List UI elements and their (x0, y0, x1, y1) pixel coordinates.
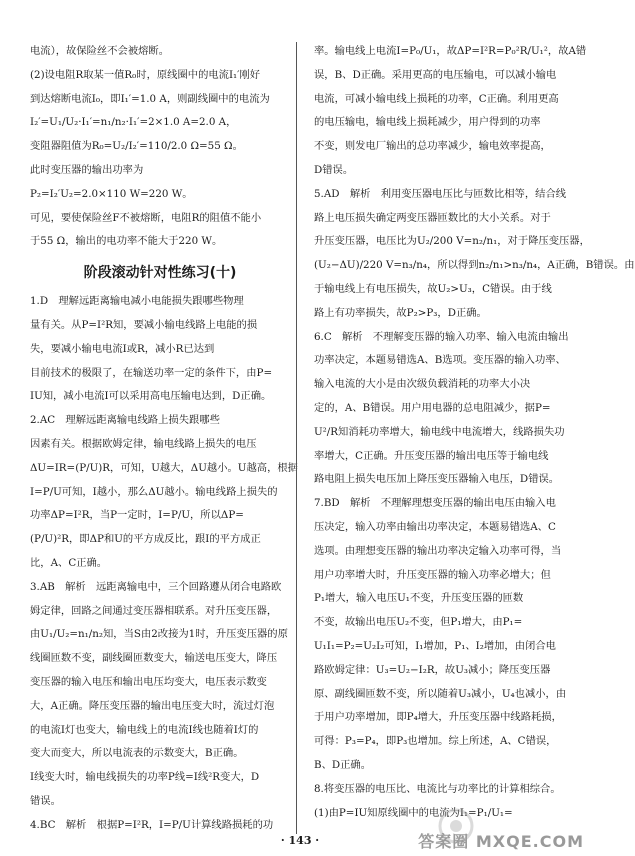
text-line: 此时变压器的输出功率为 (30, 163, 144, 176)
text-line: 定的，A、B错误。用户用电器的总电阻减少，据P= (314, 401, 551, 414)
text-line: 因素有关。根据欧姆定律，输电线路上损失的电压 (30, 437, 257, 450)
text-line: B、D正确。 (314, 758, 372, 771)
text-line: I=P/U可知，I越小，那么ΔU越小。输电线路上损失的 (30, 485, 278, 498)
column-divider (296, 42, 297, 834)
text-line: 于用户功率增加，即P₄增大，升压变压器中线路耗损， (314, 711, 562, 724)
text-line: 路上电压损失确定两变压器匝数比的大小关系。对于 (314, 211, 551, 224)
text-line: 不变，故输出电压U₂不变，但P₁增大，由P₁= (314, 616, 523, 629)
text-line: 可得：P₃=P₄，即P₃也增加。综上所述，A、C错误， (314, 735, 557, 748)
text-line: 7.BD 解析 不理解理想变压器的输出电压由输入电 (314, 497, 556, 510)
text-line: (2)设电阻R取某一值R₀时，原线圈中的电流I₁′刚好 (30, 68, 261, 81)
text-line: 功率决定，本题易错选A、B选项。变压器的输入功率、 (314, 354, 566, 367)
text-line: 3.AB 解析 远距离输电中，三个回路遵从闭合电路欧 (30, 580, 282, 593)
text-line: 路电阻上损失电压加上降压变压器输入电压，D错误。 (314, 473, 560, 486)
text-line: ΔU=IR=(P/U)R，可知，U越大，ΔU越小。U越高，根据 (30, 461, 298, 474)
text-line: D错误。 (314, 163, 354, 176)
right-column (314, 40, 635, 825)
text-line: 姆定律，回路之间通过变压器相联系。对升压变压器， (30, 604, 278, 617)
left-column (30, 40, 298, 838)
text-line: 可见，要使保险丝F不被熔断，电阻R的阻值不能小 (30, 211, 262, 224)
text-line: 用户功率增大时，升压变压器的输入功率必增大；但 (314, 568, 551, 581)
text-line: 比，A、C正确。 (30, 556, 108, 569)
text-line: P₂=I₂′U₂=2.0×110 W=220 W。 (30, 187, 193, 200)
text-line: 电流，可减小输电线上损耗的功率，C正确。利用更高 (314, 92, 559, 105)
text-line: 线圈匝数不变，副线圈匝数变大，输送电压变大，降压 (30, 652, 278, 665)
text-line: (P/U)²R，即ΔP和U的平方成反比，跟I的平方成正 (30, 533, 261, 546)
text-line: 失，要减小输电电流I或R，减小R已达到 (30, 342, 215, 355)
text-line: 量有关。从P=I²R知，要减小输电线路上电能的损 (30, 318, 258, 331)
text-line: P₁增大，输入电压U₁不变，升压变压器的匝数 (314, 592, 524, 605)
text-line: 于输电线上有电压损失，故U₂>U₃，C错误。由于线 (314, 282, 552, 295)
text-line: 误，B、D正确。采用更高的电压输电，可以减小输电 (314, 68, 557, 81)
text-line: 变压器的输入电压和输出电压均变大，电压表示数变 (30, 675, 267, 688)
text-line: 原、副线圈匝数不变，所以随着U₃减小，U₄也减小，由 (314, 687, 567, 700)
text-line: U₁I₁=P₂=U₂I₂可知，I₁增加，P₁、I₂增加，由闭合电 (314, 639, 556, 652)
text-line: 6.C 解析 不理解变压器的输入功率、输入电流由输出 (314, 330, 569, 343)
page-number: · 143 · (280, 834, 320, 847)
text-line: (U₂−ΔU)/220 V=n₃/n₄，所以得到n₂/n₁>n₃/n₄，A正确，B错误。由 (314, 259, 635, 272)
text-line: (1)由P=IU知原线圈中的电流为I₁=P₁/U₁= (314, 806, 513, 819)
text-line: 到达熔断电流I₀，即I₁′=1.0 A，则副线圈中的电流为 (30, 92, 270, 105)
text-line: 4.BC 解析 根据P=I²R，I=P/U计算线路损耗的功 (30, 818, 274, 831)
section-title: 阶段滚动针对性练习(十) (83, 265, 237, 282)
right-answers-block (314, 40, 635, 825)
text-line: 电流），故保险丝不会被熔断。 (30, 45, 170, 57)
text-line: 2.AC 理解远距离输电线路上损失跟哪些 (30, 414, 220, 427)
text-line: I线变大时，输电线损失的功率P线=I线²R变大，D (30, 771, 260, 784)
text-line: I₂′=U₁/U₂·I₁′=n₁/n₂·I₁′=2×1.0 A=2.0 A， (30, 116, 237, 129)
text-line: 大，A正确。降压变压器的输出电压变大时，流过灯泡 (30, 699, 275, 712)
text-line: U²/R知消耗功率增大，输电线中电流增大，线路损失功 (314, 425, 565, 438)
left-answers-block (30, 290, 298, 837)
text-line: 的电压输电，输电线上损耗减少，用户得到的功率 (314, 116, 541, 129)
text-line: 错误。 (30, 794, 61, 807)
text-line: 变阻器阻值为R₀=U₂/I₂′=110/2.0 Ω=55 Ω。 (30, 140, 243, 153)
watermark-text: 答案圈 MXQE.COM (418, 832, 584, 851)
text-line: IU知，减小电流I可以采用高电压输电达到，D正确。 (30, 390, 272, 403)
text-line: 目前技术的极限了，在输送功率一定的条件下，由P= (30, 366, 273, 379)
text-line: 功率ΔP=I²R，当P一定时，I=P/U，所以ΔP= (30, 509, 244, 522)
text-line: 选项。由理想变压器的输出功率决定输入功率可得，当 (314, 544, 562, 557)
text-line: 升压变压器，电压比为U₂/200 V=n₂/n₁，对于降压变压器， (314, 235, 590, 248)
left-intro-block (30, 40, 290, 254)
text-line: 由U₁/U₂=n₁/n₂知，当S由2改接为1时，升压变压器的原 (30, 628, 288, 641)
text-line: 路上有功率损失，故P₂>P₃，D正确。 (314, 306, 487, 319)
text-line: 率增大，C正确。升压变压器的输出电压等于输电线 (314, 449, 549, 462)
text-line: 于55 Ω，输出的电功率不能大于220 W。 (30, 235, 223, 248)
text-line: 5.AD 解析 利用变压器电压比与匝数比相等，结合线 (314, 187, 567, 200)
text-line: 路欧姆定律：U₃=U₂−I₂R，故U₃减小；降压变压器 (314, 663, 551, 676)
text-line: 不变，则发电厂输出的总功率减少，输电效率提高， (314, 140, 551, 153)
text-line: 的电流I灯也变大，输电线上的电流I线也随着I灯的 (30, 723, 259, 736)
text-line: 1.D 理解远距离输电减小电能损失跟哪些物理 (30, 295, 244, 308)
text-line: 压决定，输入功率由输出功率决定，本题易错选A、C (314, 520, 556, 533)
text-line: 输入电流的大小是由次级负载消耗的功率大小决 (314, 378, 531, 391)
text-line: 率。输电线上电流I=P₀/U₁，故ΔP=I²R=P₀²R/U₁²，故A错 (314, 45, 587, 57)
text-line: 8.将变压器的电压比、电流比与功率比的计算相综合。 (314, 782, 561, 795)
text-line: 变大而变大，所以电流表的示数变大，B正确。 (30, 747, 244, 760)
